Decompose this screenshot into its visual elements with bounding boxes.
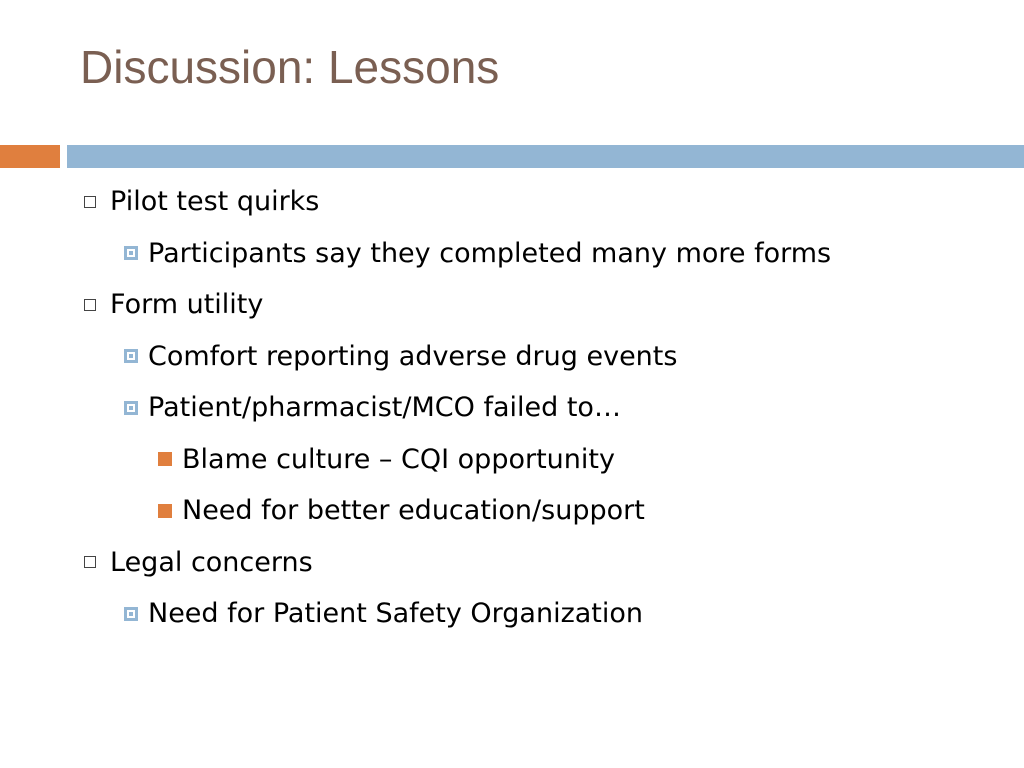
bullet-text: Participants say they completed many more forms [148,237,832,269]
bullet-text: Pilot test quirks [110,186,320,217]
bullet-text: Patient/pharmacist/MCO failed to… [148,392,621,423]
bullet-level-2 [124,597,643,629]
bullet-level-3 [158,494,645,526]
bullet-text: Blame culture – CQI opportunity [182,443,615,475]
hollow-square-bullet-icon [84,556,96,568]
bullet-text: Need for better education/support [182,495,645,526]
bullet-level-2 [124,340,677,372]
filled-square-bullet-icon [158,452,172,466]
bullet-text: Form utility [110,289,264,320]
bullet-level-2 [124,391,621,423]
bullet-level-1 [84,288,263,320]
bullet-text: Comfort reporting adverse drug events [148,340,678,372]
bullet-level-1 [84,546,313,578]
filled-square-bullet-icon [158,504,172,518]
title-accent-bar [0,145,60,168]
bullet-text: Legal concerns [110,546,313,578]
hollow-square-bullet-icon [84,299,96,311]
bullet-level-3 [158,443,615,475]
bullet-level-1 [84,185,319,217]
framed-square-bullet-icon [124,401,138,415]
bullet-level-2 [124,237,831,269]
framed-square-bullet-icon [124,246,138,260]
title-divider-bar [67,145,1024,168]
framed-square-bullet-icon [124,607,138,621]
bullet-text: Need for Patient Safety Organization [148,598,644,629]
hollow-square-bullet-icon [84,196,96,208]
framed-square-bullet-icon [124,349,138,363]
slide-title: Discussion: Lessons [80,41,500,93]
